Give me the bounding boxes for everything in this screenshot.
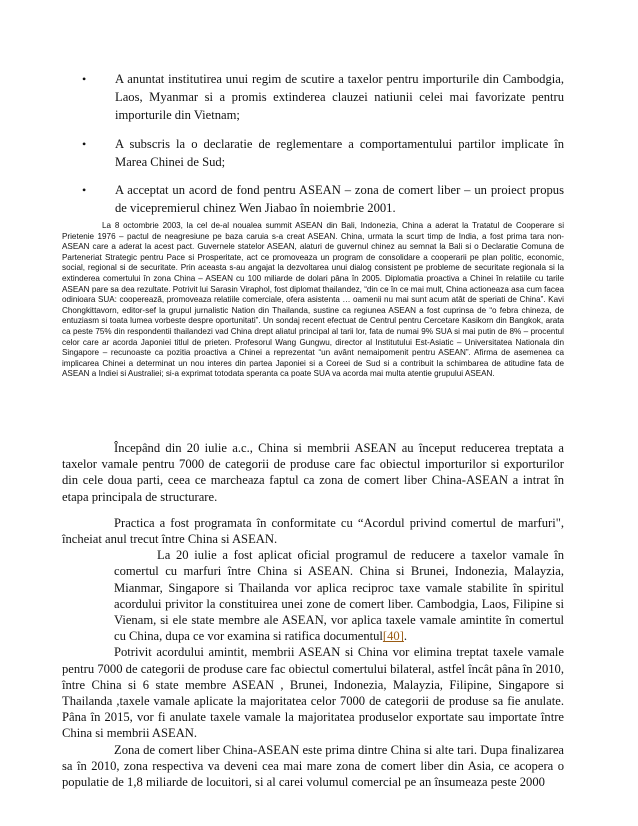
bullet-text: A anuntat institutirea unui regim de scutire a taxelor pentru importurile din Cambodgia, Laos, Myanmar si a promis extinderea clauzei natiunii celei mai favorizate pentru importurile din Vietnam; (115, 72, 564, 123)
bullet-text: A acceptat un acord de fond pentru ASEAN – zona de comert liber – un proiect propus de vicepremierul chinez Wen Jiabao în noiembrie 2001. (115, 183, 564, 216)
bullet-icon: • (82, 136, 87, 151)
bullet-icon: • (82, 183, 87, 198)
bullet-icon: • (82, 72, 87, 86)
paragraph: Potrivit acordului amintit, membrii ASEAN si China vor elimina treptat taxele vamale pentru 7000 de categorii de produse care fac obiectul comertului bilateral, astfel încât pâna în 2010, între China si 6 state membre ASEAN , Brunei, Indonezia, Malayzia, Filipine, Singapore si Thailanda ,taxele vamale aplicate la majoritatea celor 7000 de categorii de produse sa fie anulate. Pâna în 2015, vor fi anulate taxele vamale la majoritatea produselor exportate sau importate între China si membrii ASEAN. (62, 645, 564, 741)
paragraph: Zona de comert liber China-ASEAN este prima dintre China si alte tari. Dupa finalizarea sa în 2010, zona respectiva va deveni cea mai mare zona de comert liber din Asia, ce acopera o populatie de 1,8 miliarde de locuitori, si al carei volumul comercial pe an însumeaza peste 2000 (62, 742, 564, 790)
bullet-text: A subscris la o declaratie de reglementare a comportamentului partilor implicate în Marea Chinei de Sud; (115, 136, 564, 169)
bullet-item (82, 135, 564, 171)
bullet-item (82, 181, 564, 217)
bullet-list (82, 70, 564, 227)
paragraph-end: . (403, 629, 408, 644)
bullet-item (82, 70, 564, 125)
quoted-excerpt (62, 221, 564, 380)
paragraph: Practica a fost programata în conformitate cu “Acordul privind comertul de marfuri", încheiat anul trecut între China si ASEAN. (62, 515, 564, 547)
indented-paragraph (114, 547, 564, 644)
body-text (62, 440, 564, 800)
footnote-reference-link[interactable]: [40] (382, 629, 404, 644)
paragraph-text: La 20 iulie a fost aplicat oficial programul de reducere a taxelor vamale în comertul cu marfuri între China si ASEAN. China si Brunei, Indonezia, Malayzia, Mianmar, Singapore si Thailanda vor aplica reciproc taxe vamale stabilite în spiritul acordului privitor la constituirea unei zone de comert liber. Cambodgia, Laos, Filipine si Vienam, si ele state membre ale ASEAN, vor aplica taxele vamale amintite în comertul cu China, dupa ce vor examina si ratifica documentul (114, 548, 564, 644)
paragraph: Începând din 20 iulie a.c., China si membrii ASEAN au început reducerea treptata a taxelor vamale pentru 7000 de categorii de produse care fac obiectul importurilor si exporturilor din cele doua parti, ceea ce marcheaza faptul ca zona de comert liber China-ASEAN a intrat în etapa principala de structurare. (62, 441, 564, 504)
excerpt-paragraph: La 8 octombrie 2003, la cel de-al noualea summit ASEAN din Bali, Indonezia, China a aderat la Tratatul de Cooperare si Prietenie 1976 – pactul de neagresiune pe baza caruia s-a creat ASEAN. China, urmata la scurt timp de India, a fost prima tara non-ASEAN care a aderat la acest pact. Guvernele statelor ASEAN, alaturi de guvernul chinez au semnat la Bali si o Declaratie Comuna de Parteneriat Strategic pentru Pace si Prosperitate, act ce promoveaza un program de consolidare a cooperarii pe plan politic, economic, social, regional si de securitate. Prin aceasta s-au angajat la dezvoltarea unui dialog consistent pe probleme de securitate regionala si la extinderea comertului în zona China – ASEAN cu 100 miliarde de dolari pâna în 2005. Diplomatia proactiva a Chinei în relatiile cu tarile ASEAN pare sa dea rezultate. Potrivit lui Sarasin Viraphol, fost diplomat thailandez, “din ce în ce mai mult, China actioneaza asa cum facea odinioara SUA: cooperează, promoveaza relatiile comerciale, ofera asistenta … oamenii nu mai sunt acum atât de speriati de China”. Kavi Chongkittavorn, editor-sef la grupul jurnalistic Nation din Thailanda, sustine ca regiunea ASEAN a fost cuprinsa de “o febra chineza, de entuziasm si toata lumea vorbeste despre oportunitati”. Un sondaj recent efectuat de Centrul pentru Cercetare Kasikorn din Bangkok, arata ca peste 75% din respondentii thailandezi vad China drept aliatul principal al tarii lor, fata de numai 9% SUA si mai putin de 8% – procentul celor care ar acorda Japoniei titlul de prieten. Profesorul Wang Gungwu, director al Institutului Est-Asiatic – Universitatea Nationala din Singapore – recunoaste ca pozitia proactiva a Chinei a reprezentat “un avânt nemaipomenit pentru ASEAN”. Afirma de asemenea ca implicarea Chinei a determinat un nou interes din partea Japoniei si a Coreei de Sud si a contribuit la schimbarea de atitudine fata de ASEAN a Indiei si Australiei; si-a exprimat totodata speranta ca poate SUA va acorda mai multa atentie grupului ASEAN. (62, 221, 564, 379)
